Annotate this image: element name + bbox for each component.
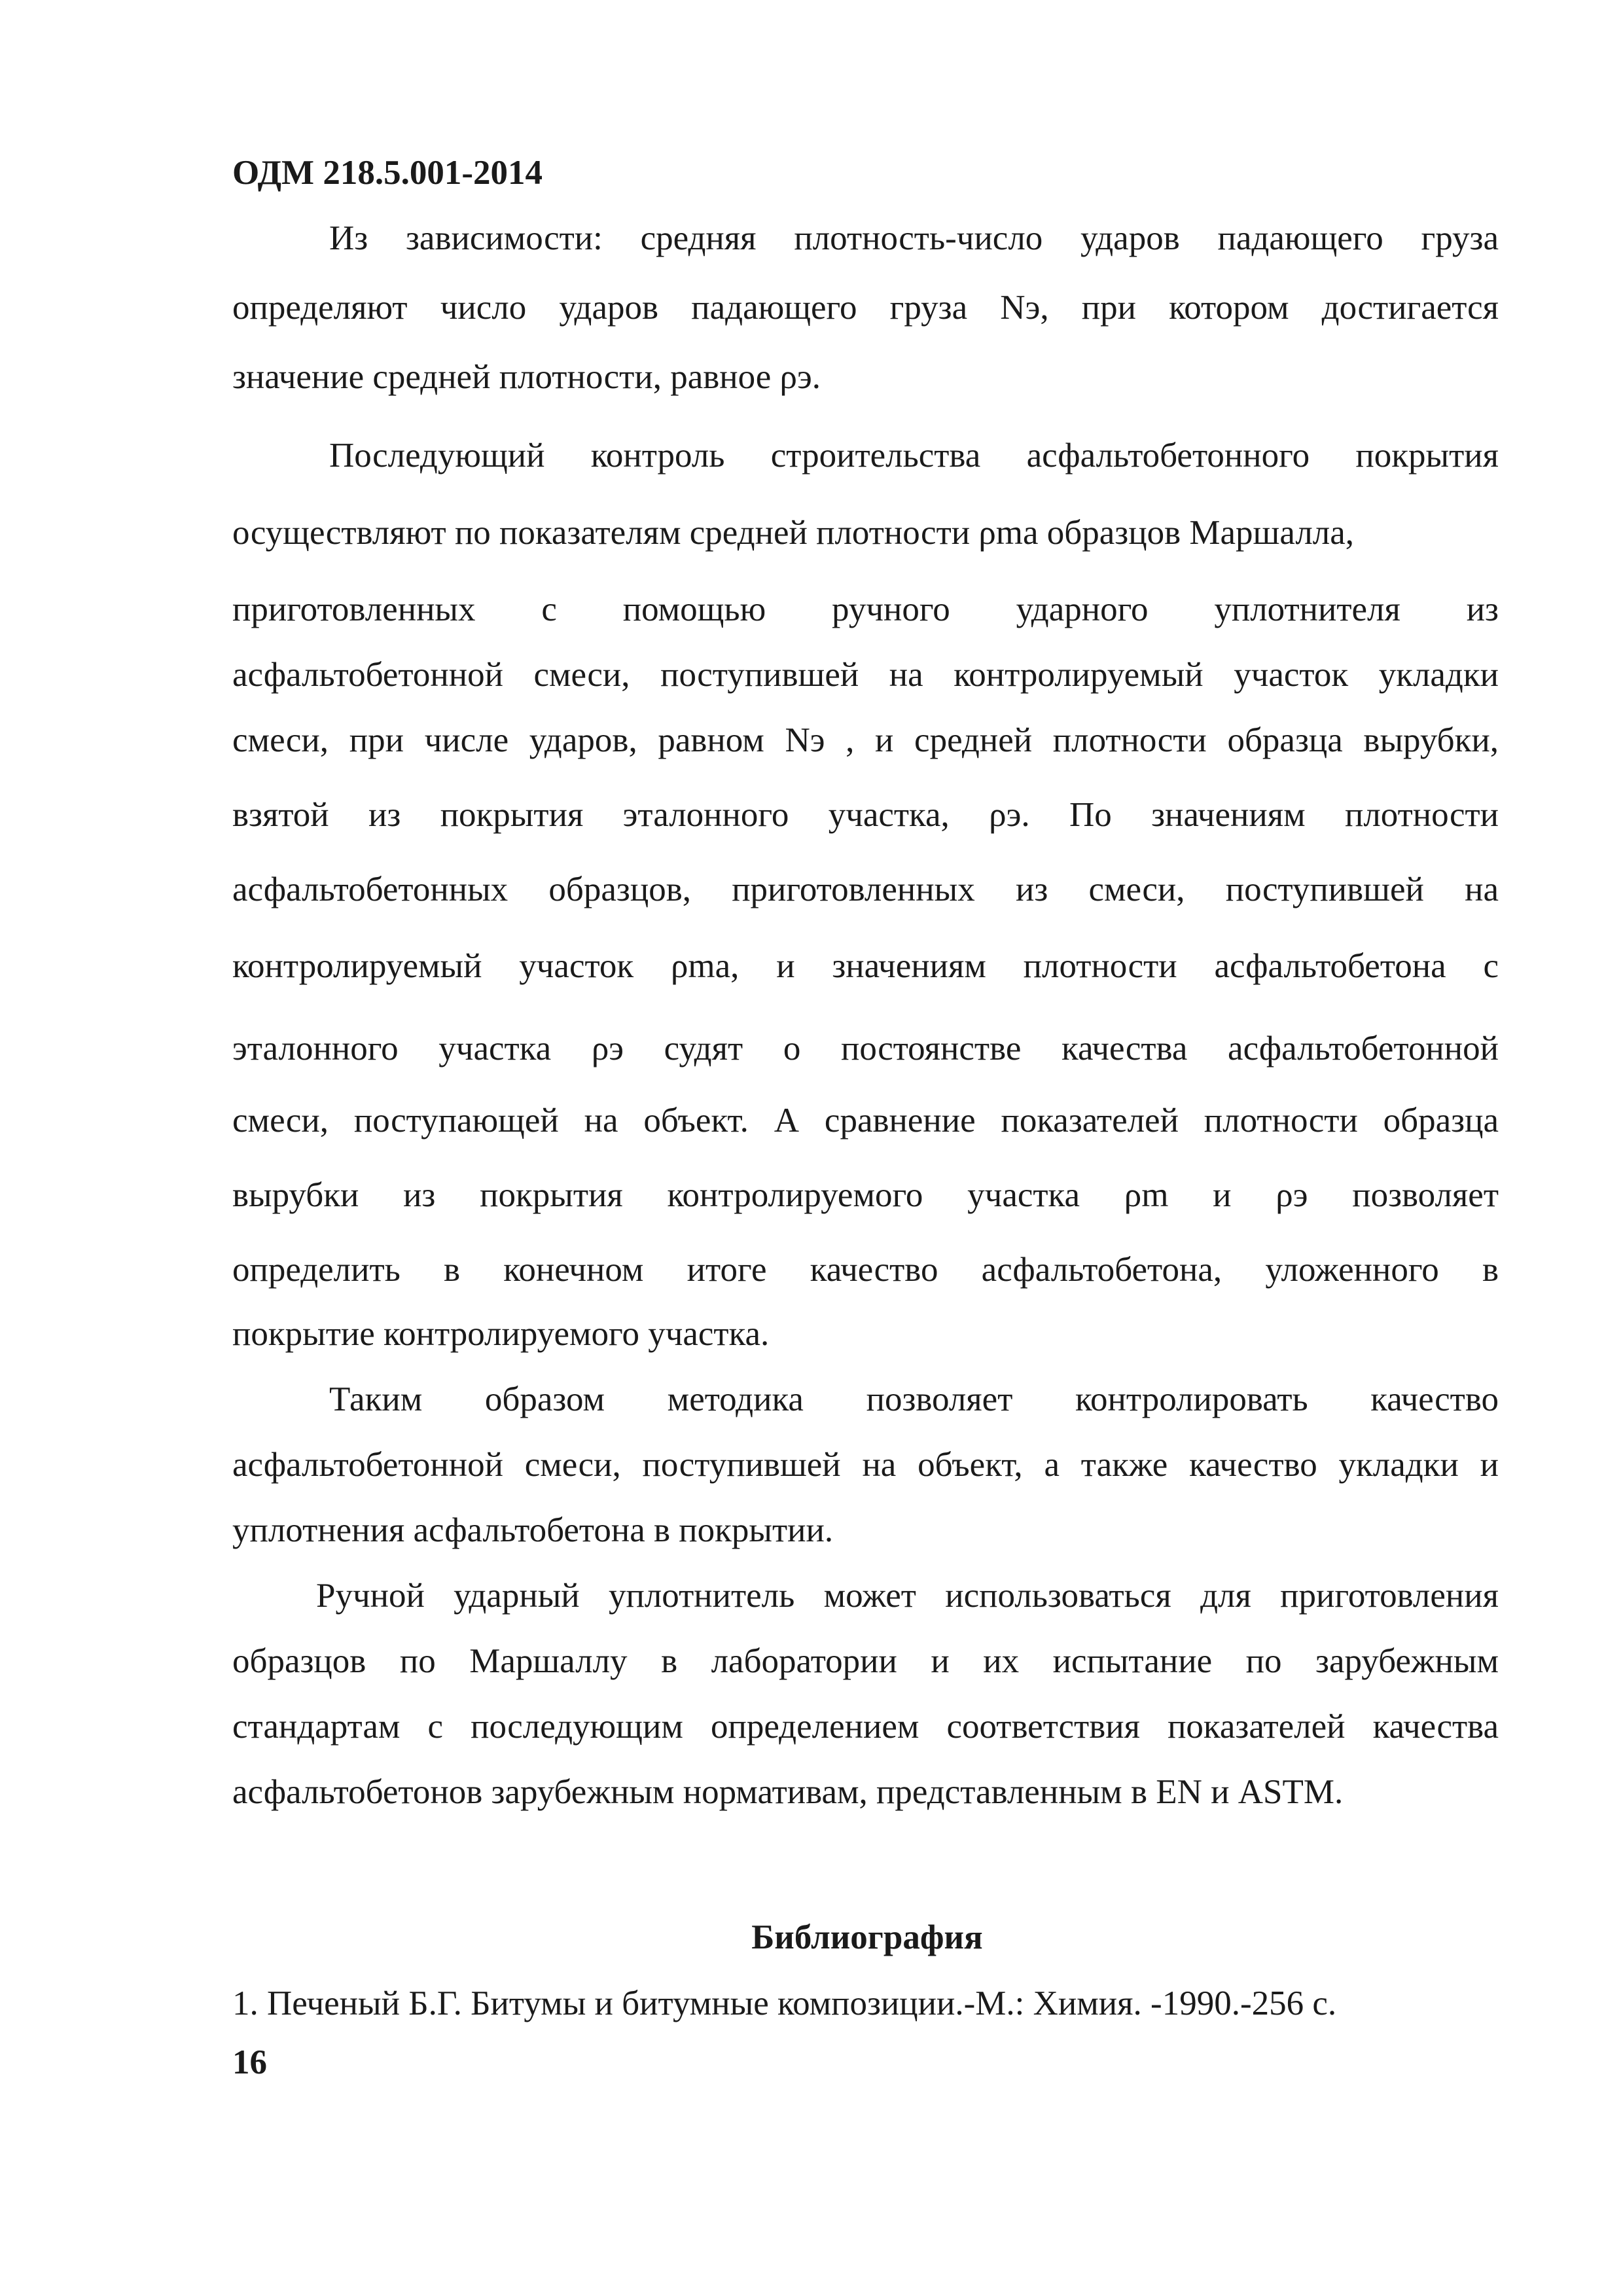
page-number: 16 xyxy=(232,2043,267,2081)
document-code: ОДМ 218.5.001-2014 xyxy=(232,154,543,192)
text-line: асфальтобетонной смеси, поступившей на объект, а также качество укладки и xyxy=(232,1446,1499,1484)
text-line: Последующий контроль строительства асфальтобетонного покрытия xyxy=(329,437,1499,475)
text-line: уплотнения асфальтобетона в покрытии. xyxy=(232,1511,834,1549)
text-line: определяют число ударов падающего груза Nэ, при котором достигается xyxy=(232,289,1499,327)
text-line: Ручной ударный уплотнитель может использоваться для приготовления xyxy=(316,1577,1499,1615)
text-line: взятой из покрытия эталонного участка, ρэ. По значениям плотности xyxy=(232,796,1499,834)
bibliography-heading: Библиография xyxy=(751,1918,983,1956)
text-line: смеси, поступающей на объект. А сравнение показателей плотности образца xyxy=(232,1102,1499,1139)
text-line: стандартам с последующим определением соответствия показателей качества xyxy=(232,1708,1499,1746)
text-line: асфальтобетонов зарубежным нормативам, представленным в EN и ASTM. xyxy=(232,1773,1344,1811)
text-line: смеси, при числе ударов, равном Nэ , и средней плотности образца вырубки, xyxy=(232,721,1499,759)
text-line: значение средней плотности, равное ρэ. xyxy=(232,358,821,396)
text-line: Таким образом методика позволяет контролировать качество xyxy=(329,1380,1499,1418)
text-line: осуществляют по показателям средней плотности ρmа образцов Маршалла, xyxy=(232,514,1354,552)
text-line: образцов по Маршаллу в лаборатории и их испытание по зарубежным xyxy=(232,1642,1499,1680)
text-line: асфальтобетонных образцов, приготовленных из смеси, поступившей на xyxy=(232,870,1499,908)
text-line: приготовленных с помощью ручного ударного уплотнителя из xyxy=(232,590,1499,628)
bibliography-item: 1. Печеный Б.Г. Битумы и битумные композиции.-М.: Химия. -1990.-256 с. xyxy=(232,1984,1337,2022)
text-line: эталонного участка ρэ судят о постоянстве качества асфальтобетонной xyxy=(232,1030,1499,1067)
text-line: контролируемый участок ρmа, и значениям плотности асфальтобетона с xyxy=(232,947,1499,985)
text-line: Из зависимости: средняя плотность-число ударов падающего груза xyxy=(329,219,1499,257)
text-line: асфальтобетонной смеси, поступившей на контролируемый участок укладки xyxy=(232,656,1499,694)
text-line: вырубки из покрытия контролируемого участка ρm и ρэ позволяет xyxy=(232,1176,1499,1214)
text-line: покрытие контролируемого участка. xyxy=(232,1315,770,1353)
text-line: определить в конечном итоге качество асфальтобетона, уложенного в xyxy=(232,1251,1499,1289)
